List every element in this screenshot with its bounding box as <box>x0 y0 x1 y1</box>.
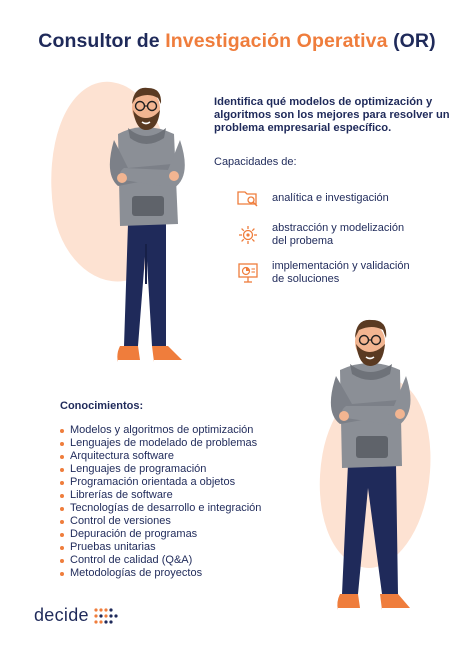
consultant-illustration-top <box>88 84 208 374</box>
capabilities-title: Capacidades de: <box>214 156 297 168</box>
consultant-illustration-bottom <box>316 312 436 612</box>
list-item: Librerías de software <box>60 489 320 502</box>
list-item: Control de versiones <box>60 515 320 528</box>
page-title <box>0 30 474 53</box>
capability-line: analítica e investigación <box>272 191 389 204</box>
presentation-chart-icon <box>236 261 260 285</box>
title-suffix: (OR) <box>387 30 436 52</box>
knowledge-list <box>60 424 320 580</box>
capability-line: implementación y validación <box>272 260 410 272</box>
list-item: Lenguajes de modelado de problemas <box>60 437 320 450</box>
intro-text: Identifica qué modelos de optimización y algoritmos son los mejores para resolver un problema empresarial específico. <box>214 96 450 134</box>
capability-item <box>236 260 466 286</box>
list-item: Tecnologías de desarrollo e integración <box>60 502 320 515</box>
gear-modeling-icon <box>236 223 260 247</box>
capability-line: del probema <box>272 235 334 247</box>
list-item: Lenguajes de programación <box>60 463 320 476</box>
list-item: Modelos y algoritmos de optimización <box>60 424 320 437</box>
list-item: Pruebas unitarias <box>60 541 320 554</box>
capability-line: de soluciones <box>272 273 340 285</box>
list-item: Metodologías de proyectos <box>60 567 320 580</box>
capability-item <box>236 186 466 210</box>
knowledge-title: Conocimientos: <box>60 400 144 412</box>
logo-dots-icon <box>93 607 121 625</box>
capability-item <box>236 222 466 248</box>
title-prefix: Consultor de <box>38 30 166 52</box>
decide-logo <box>34 605 121 626</box>
list-item: Depuración de programas <box>60 528 320 541</box>
capability-line: abstracción y modelización <box>272 222 405 234</box>
folder-search-icon <box>236 186 260 210</box>
title-accent: Investigación Operativa <box>165 30 388 52</box>
list-item: Arquitectura software <box>60 450 320 463</box>
logo-text: decide <box>34 605 89 625</box>
list-item: Programación orientada a objetos <box>60 476 320 489</box>
list-item: Control de calidad (Q&A) <box>60 554 320 567</box>
